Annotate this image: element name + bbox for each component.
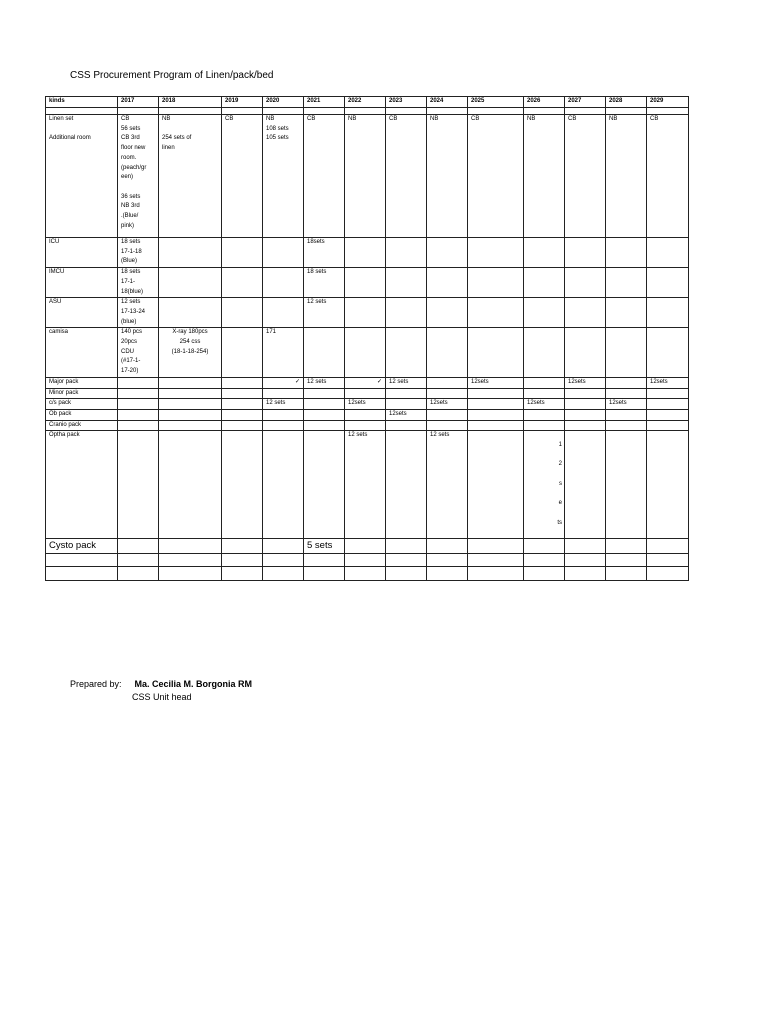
table-cell: Optha pack bbox=[46, 431, 118, 539]
table-row-imcu bbox=[46, 268, 689, 298]
header-cell-2024: 2024 bbox=[427, 97, 468, 108]
table-cell: Major pack bbox=[46, 377, 118, 388]
table-cell: 12sets bbox=[386, 409, 427, 420]
table-cell: 12 sets bbox=[263, 399, 304, 410]
table-cell: 12 sets bbox=[427, 431, 468, 539]
spacer-row bbox=[46, 108, 689, 115]
signature-block bbox=[70, 678, 252, 704]
table-cell: c/s pack bbox=[46, 399, 118, 410]
preparer-name: Ma. Cecilia M. Borgonia RM bbox=[134, 679, 253, 689]
header-cell-2018: 2018 bbox=[159, 97, 222, 108]
table-cell: 12sets bbox=[345, 399, 386, 410]
header-row bbox=[46, 97, 689, 108]
table-row-cranio-pack bbox=[46, 420, 689, 431]
table-cell: NB 108 sets 105 sets bbox=[263, 115, 304, 238]
table-cell: 12sets bbox=[427, 399, 468, 410]
table-cell: CB bbox=[222, 115, 263, 238]
table-cell: 12sets bbox=[524, 399, 565, 410]
table-cell: CB bbox=[647, 115, 689, 238]
table-cell: 18sets bbox=[304, 238, 345, 268]
table-cell: 12sets bbox=[565, 377, 606, 388]
table-cell: camisa bbox=[46, 328, 118, 378]
table-cell: NB bbox=[524, 115, 565, 238]
header-cell-2022: 2022 bbox=[345, 97, 386, 108]
wrapped-text-cell: 1 2 s e ts bbox=[524, 431, 565, 539]
table-cell: X-ray 180pcs 254 css (18-1-18-254) bbox=[159, 328, 222, 378]
table-cell: IMCU bbox=[46, 268, 118, 298]
prepared-by-label: Prepared by: bbox=[70, 679, 122, 689]
table-cell: CB bbox=[468, 115, 524, 238]
table-cell: 12 sets bbox=[345, 431, 386, 539]
table-cell: NB bbox=[345, 115, 386, 238]
table-cell: CB 56 sets CB 3rd floor new room. (peach/gr een) 36 sets NB 3rd .(Blue/ pink) bbox=[118, 115, 159, 238]
header-cell-kinds: kinds bbox=[46, 97, 118, 108]
table-cell: NB 254 sets of linen bbox=[159, 115, 222, 238]
check-icon: ✓ bbox=[263, 377, 304, 388]
table-cell: 140 pcs 20pcs CDU (#17-1- 17-20) bbox=[118, 328, 159, 378]
table-row-major-pack bbox=[46, 377, 689, 388]
table-cell: CB bbox=[565, 115, 606, 238]
table-cell: CB bbox=[386, 115, 427, 238]
document-title: CSS Procurement Program of Linen/pack/bed bbox=[70, 70, 274, 81]
header-cell-2021: 2021 bbox=[304, 97, 345, 108]
table-row-asu bbox=[46, 298, 689, 328]
table-cell: ICU bbox=[46, 238, 118, 268]
table-cell: Ob pack bbox=[46, 409, 118, 420]
table-cell: 12 sets bbox=[304, 298, 345, 328]
table-cell: CB bbox=[304, 115, 345, 238]
table-cell: Minor pack bbox=[46, 388, 118, 399]
header-cell-2023: 2023 bbox=[386, 97, 427, 108]
header-cell-2025: 2025 bbox=[468, 97, 524, 108]
table-cell: 12sets bbox=[468, 377, 524, 388]
header-cell-2020: 2020 bbox=[263, 97, 304, 108]
check-icon: ✓ bbox=[345, 377, 386, 388]
table-row-cysto-pack bbox=[46, 539, 689, 554]
header-cell-2019: 2019 bbox=[222, 97, 263, 108]
table-cell: 18 sets bbox=[304, 268, 345, 298]
procurement-table bbox=[45, 96, 689, 581]
table-row-cs-pack bbox=[46, 399, 689, 410]
table-row-minor-pack bbox=[46, 388, 689, 399]
table-cell: 18 sets 17-1-18 (Blue) bbox=[118, 238, 159, 268]
header-cell-2017: 2017 bbox=[118, 97, 159, 108]
header-cell-2026: 2026 bbox=[524, 97, 565, 108]
table-cell: 12sets bbox=[606, 399, 647, 410]
table-row-ob-pack bbox=[46, 409, 689, 420]
header-cell-2029: 2029 bbox=[647, 97, 689, 108]
table-cell: 18 sets 17-1- 18(blue) bbox=[118, 268, 159, 298]
header-cell-2027: 2027 bbox=[565, 97, 606, 108]
table-cell: NB bbox=[427, 115, 468, 238]
table-cell: Cysto pack bbox=[46, 539, 118, 554]
empty-row bbox=[46, 567, 689, 581]
table-cell: 171 bbox=[263, 328, 304, 378]
table-cell: ASU bbox=[46, 298, 118, 328]
table-cell: 12 sets 17-13-24 (blue) bbox=[118, 298, 159, 328]
table-cell: 12 sets bbox=[304, 377, 345, 388]
preparer-role: CSS Unit head bbox=[132, 692, 192, 702]
table-row-optha-pack bbox=[46, 431, 689, 539]
table-cell: 12sets bbox=[647, 377, 689, 388]
table-cell: 12 sets bbox=[386, 377, 427, 388]
table-cell: NB bbox=[606, 115, 647, 238]
empty-row bbox=[46, 554, 689, 567]
header-cell-2028: 2028 bbox=[606, 97, 647, 108]
table-row-linen-set bbox=[46, 115, 689, 238]
table-row-icu bbox=[46, 238, 689, 268]
table-cell: Linen set Additional room bbox=[46, 115, 118, 238]
table-row-camisa bbox=[46, 328, 689, 378]
table-cell: 5 sets bbox=[304, 539, 345, 554]
table-cell: Cranio pack bbox=[46, 420, 118, 431]
